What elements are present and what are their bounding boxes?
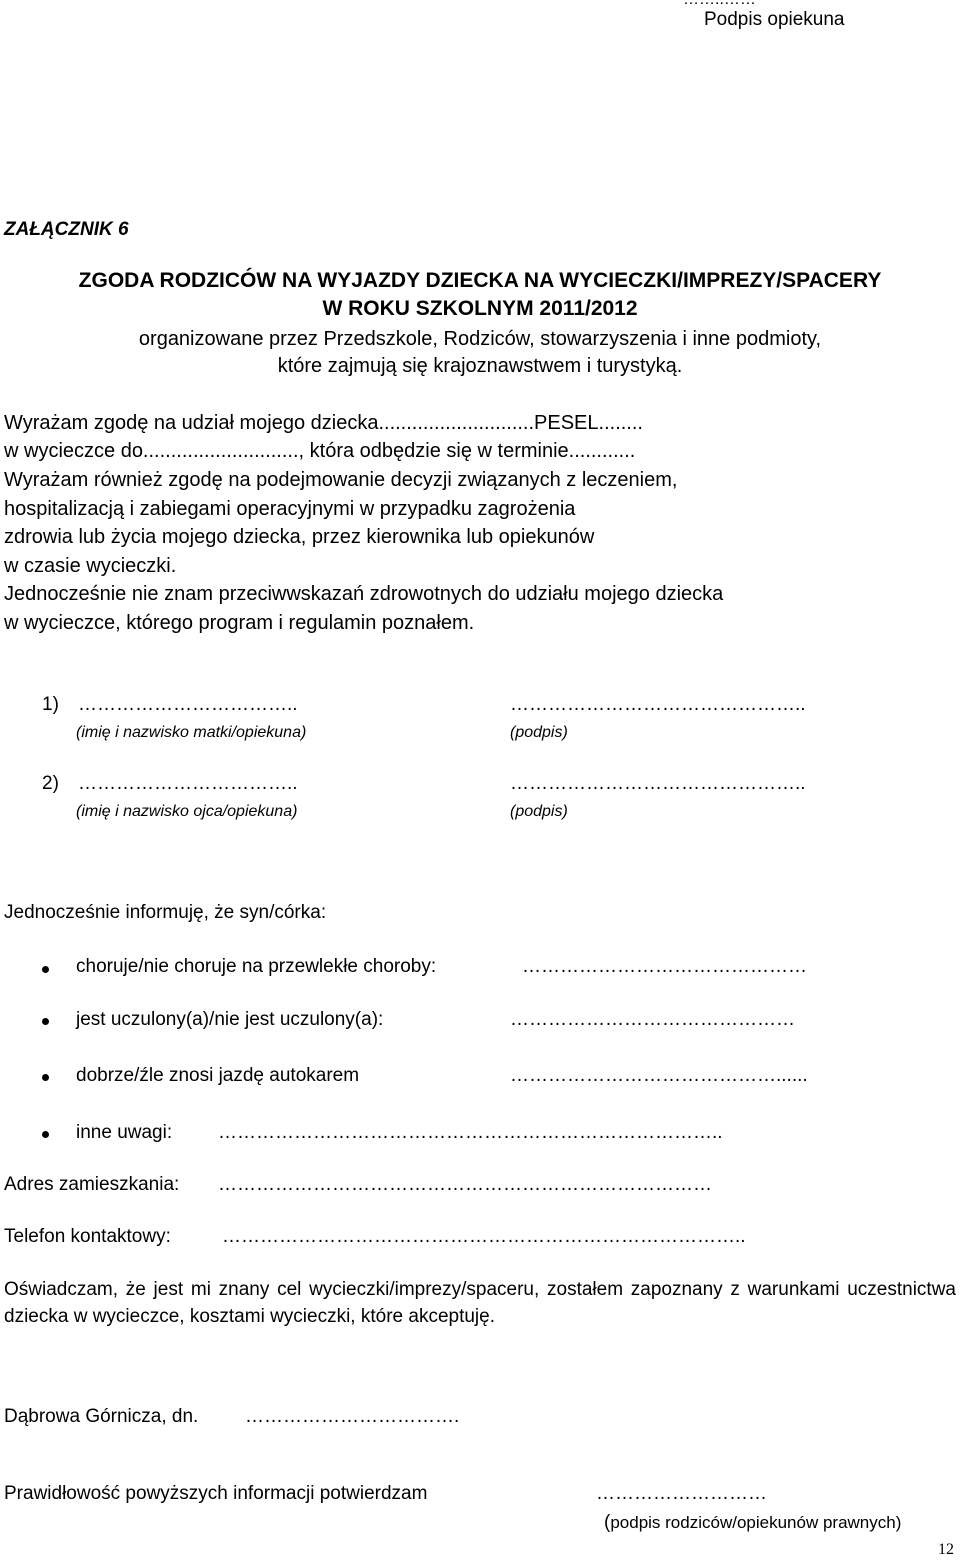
bullet-dot: [42, 966, 49, 973]
subtitle-line-2: które zajmują się krajoznawstwem i turystyką.: [277, 355, 683, 377]
sign-label: (podpis): [510, 803, 568, 820]
consent-line-7: Jednocześnie nie znam przeciwwskazań zdrowotnych do udziału mojego dziecka: [4, 583, 724, 605]
verify-sign-label: [604, 1512, 901, 1534]
name-dots[interactable]: ……………………………..: [78, 773, 298, 794]
verify-sign-text: podpis rodziców/opiekunów prawnych): [610, 1513, 902, 1532]
consent-line-2: w wycieczce do............................, która odbędzie się w terminie............: [4, 440, 636, 462]
consent-line-1: Wyrażam zgodę na udział mojego dziecka............................PESEL........: [4, 412, 643, 434]
verify-sign-paren: (: [604, 1512, 611, 1533]
bullet-label: choruje/nie choruje na przewlekłe choroby:: [76, 956, 437, 977]
subtitle-line-1: organizowane przez Przedszkole, Rodziców, stowarzyszenia i inne podmioty,: [138, 328, 822, 350]
declaration-text: Oświadczam, że jest mi znany cel wycieczki/imprezy/spaceru, zostałem zapoznany z warunkami uczestnictwa dziecka w wycieczce, kosztami wycieczki, które akceptuję.: [4, 1279, 956, 1327]
sign-dots[interactable]: ………………………………………..: [510, 773, 806, 794]
bullet-dots[interactable]: ……………………………………......: [510, 1065, 808, 1086]
signature-number: 2): [42, 773, 59, 794]
page-number: 12: [938, 1541, 954, 1558]
consent-line-3: Wyrażam również zgodę na podejmowanie decyzji związanych z leczeniem,: [4, 469, 678, 491]
address-dots[interactable]: ……………………………………………………………………: [218, 1174, 712, 1195]
bullet-dots[interactable]: ………………………………………: [510, 1009, 795, 1030]
school-year-title: W ROKU SZKOLNYM 2011/2012: [322, 297, 638, 320]
signature-number: 1): [42, 694, 59, 715]
bullet-dot: [42, 1074, 49, 1081]
verify-label: Prawidłowość powyższych informacji potwierdzam: [4, 1483, 428, 1504]
consent-line-6: w czasie wycieczki.: [4, 555, 177, 577]
consent-line-4: hospitalizacją i zabiegami operacyjnymi w przypadku zagrożenia: [4, 498, 576, 520]
bullet-dot: [42, 1131, 49, 1138]
consent-line-5: zdrowia lub życia mojego dziecka, przez kierownika lub opiekunów: [4, 526, 595, 548]
name-label: (imię i nazwisko matki/opiekuna): [76, 724, 307, 741]
consent-line-8: w wycieczce, którego program i regulamin poznałem.: [4, 612, 475, 634]
verify-dots[interactable]: ………………………: [596, 1483, 767, 1504]
phone-dots[interactable]: ………………………………………………………………………..: [222, 1226, 746, 1247]
bullet-dots[interactable]: ………………………………………: [522, 956, 807, 977]
bullet-dots[interactable]: ……………………………………………………………………..: [218, 1122, 723, 1143]
name-dots[interactable]: ……………………………..: [78, 694, 298, 715]
attachment-label: ZAŁĄCZNIK 6: [4, 219, 129, 240]
inform-heading: Jednocześnie informuję, że syn/córka:: [4, 902, 327, 923]
place-date-dots[interactable]: …………………………….: [245, 1406, 460, 1427]
top-signature-dots: [683, 0, 756, 9]
phone-label: Telefon kontaktowy:: [4, 1226, 171, 1247]
sign-label: (podpis): [510, 724, 568, 741]
bullet-label: dobrze/źle znosi jazdę autokarem: [76, 1065, 360, 1086]
bullet-dot: [42, 1018, 49, 1025]
top-signature-label: Podpis opiekuna: [704, 9, 845, 30]
place-date-label: Dąbrowa Górnicza, dn.: [4, 1406, 199, 1427]
name-label: (imię i nazwisko ojca/opiekuna): [76, 803, 298, 820]
bullet-label: jest uczulony(a)/nie jest uczulony(a):: [76, 1009, 384, 1030]
address-label: Adres zamieszkania:: [4, 1174, 180, 1195]
document-title: ZGODA RODZICÓW NA WYJAZDY DZIECKA NA WYCIECZKI/IMPREZY/SPACERY: [78, 269, 882, 292]
sign-dots[interactable]: ………………………………………..: [510, 694, 806, 715]
bullet-label: inne uwagi:: [76, 1122, 173, 1143]
